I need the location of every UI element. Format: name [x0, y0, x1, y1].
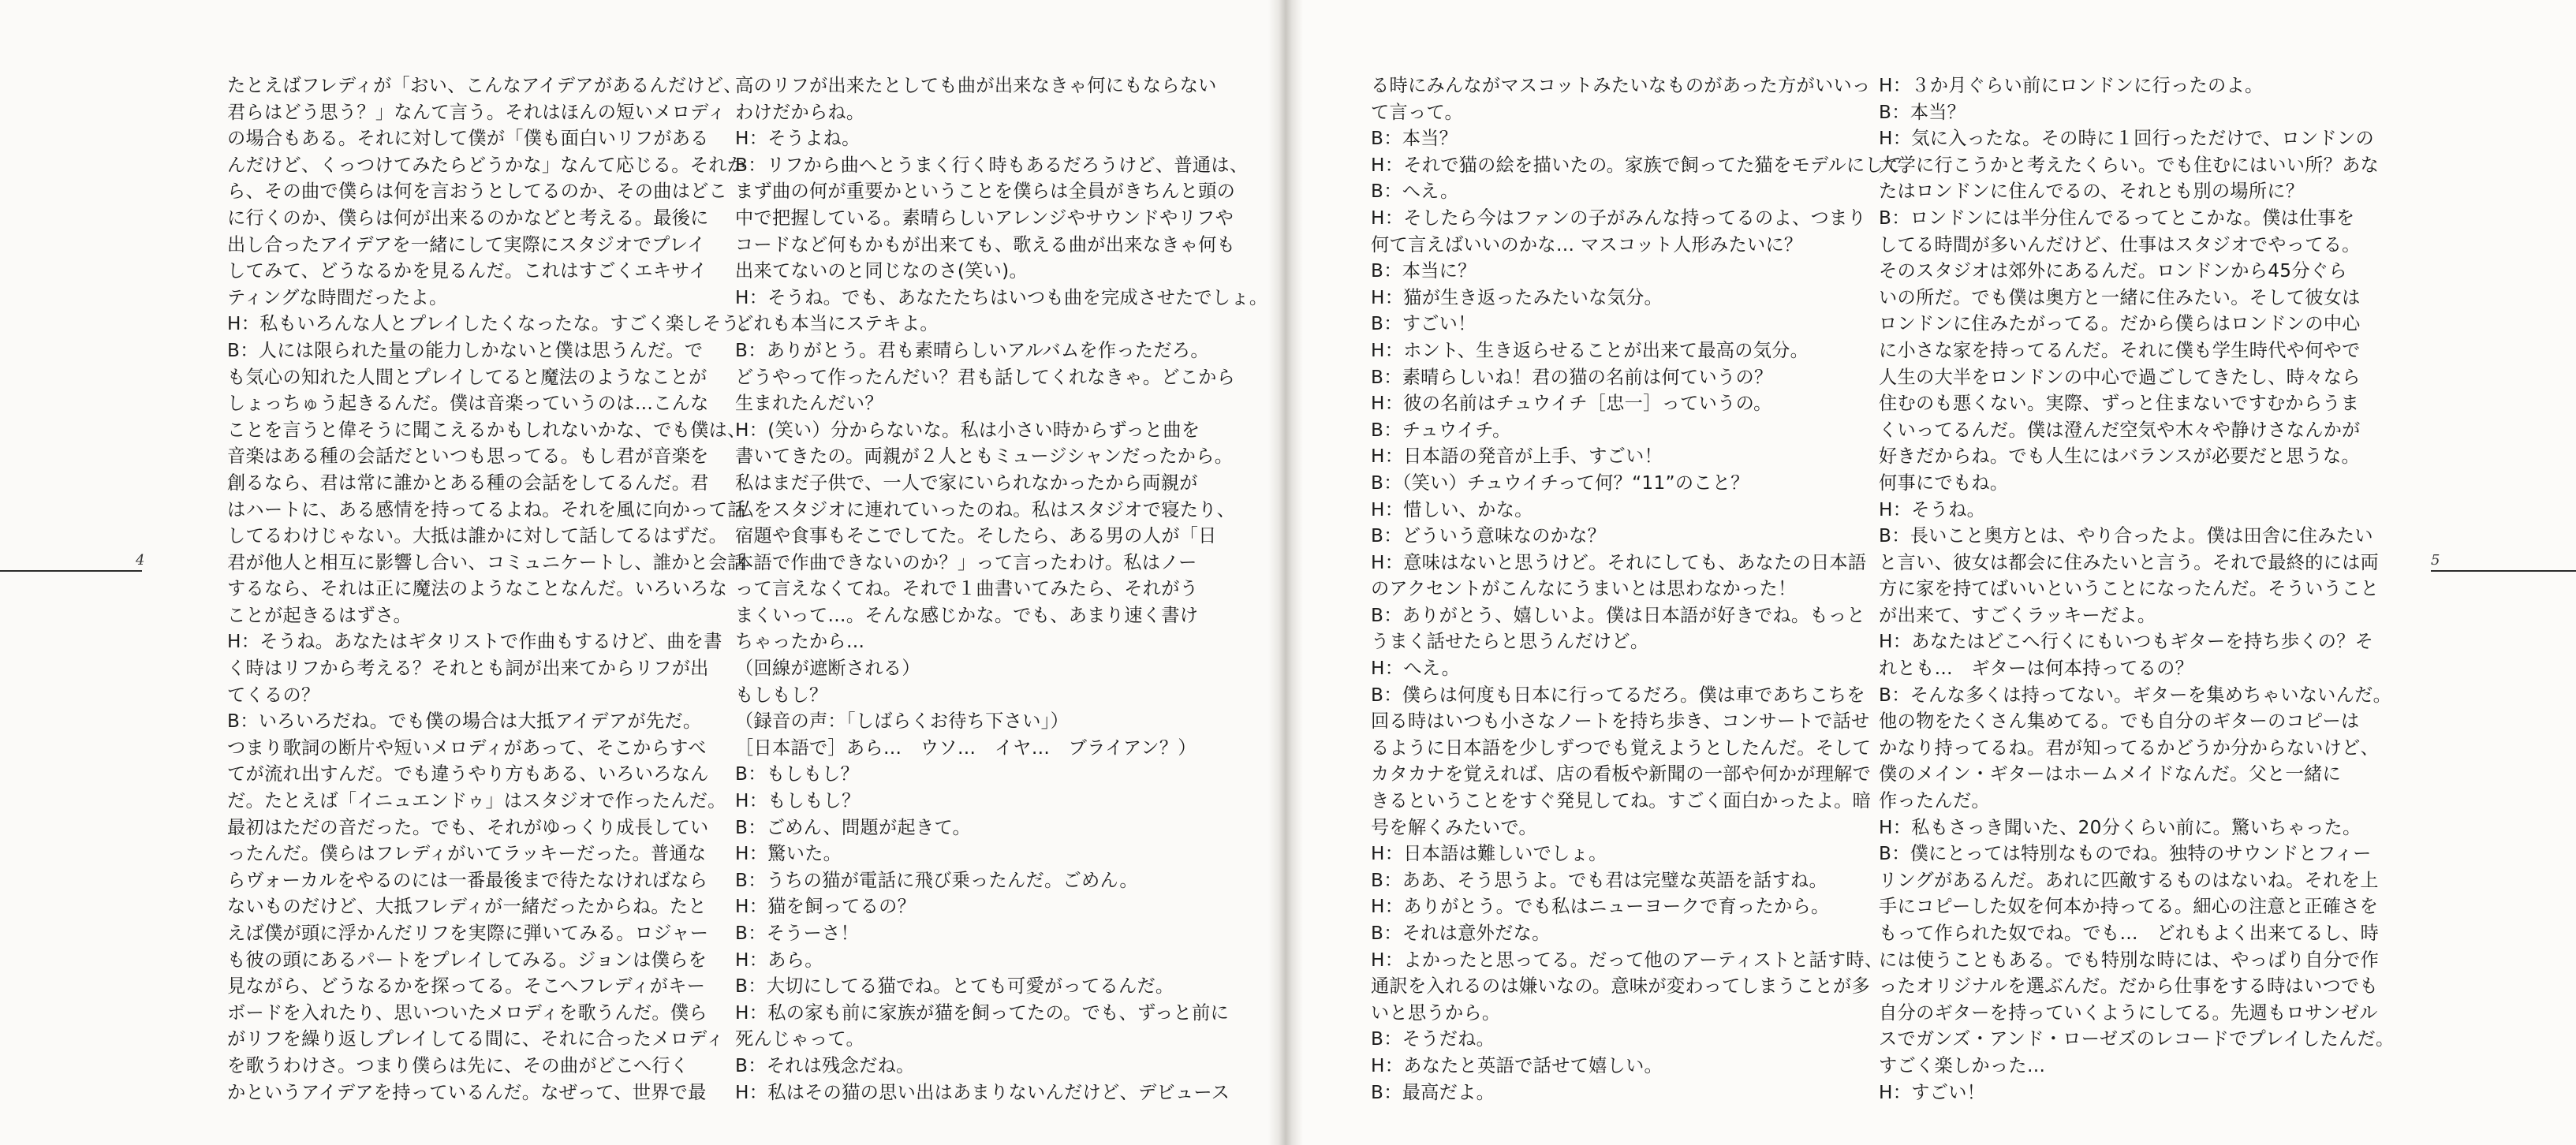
- text-line: H：もしもし？: [735, 790, 861, 812]
- text-line: もって作られた奴でね。でも… どれもよく出来てるし、時: [1879, 923, 2380, 944]
- page-number-right: 5: [2431, 552, 2440, 569]
- text-line: まくいって…。そんな感じかな。でも、あまり速く書け: [735, 604, 1199, 626]
- text-line: B：そうーさ！: [735, 923, 860, 944]
- text-line: B：もしもし？: [735, 763, 860, 785]
- text-line: H：猫が生き返ったみたいな気分。: [1371, 286, 1663, 308]
- text-line: H：(笑い）分からないな。私は小さい時からずっと曲を: [735, 419, 1200, 441]
- text-line: B：ああ、そう思うよ。でも君は完璧な英語を話すね。: [1371, 869, 1827, 891]
- text-line: 作ったんだ。: [1879, 790, 1990, 812]
- text-line: H：あなたはどこへ行くにもいつもギターを持ち歩くの？そ: [1879, 631, 2374, 653]
- text-line: 号を解くみたいで。: [1371, 816, 1537, 838]
- text-line: H：意味はないと思うけど。それにしても、あなたの日本語: [1371, 551, 1867, 573]
- text-line: H：驚いた。: [735, 843, 842, 865]
- text-line: B：それは意外だな。: [1371, 923, 1551, 944]
- text-line: H：猫を飼ってるの？: [735, 896, 917, 918]
- text-line: リングがあるんだ。あれに匹敵するものはないね。それを上: [1879, 869, 2379, 891]
- text-line: 死んじゃって。: [735, 1028, 864, 1050]
- text-line: 高のリフが出来たとしても曲が出来なきゃ何にもならない: [735, 75, 1217, 96]
- text-line: B：そうだね。: [1371, 1028, 1495, 1050]
- text-line: て言って。: [1371, 101, 1463, 123]
- text-line: ったんだ。僕らはフレディがいてラッキーだった。普通な: [227, 843, 707, 865]
- text-line: だ。たとえば「イニュエンドゥ」はスタジオで作ったんだ。: [227, 790, 726, 812]
- text-line: きるということをすぐ発見してね。すごく面白かったよ。暗: [1371, 790, 1872, 812]
- text-line: B：どういう意味なのかな？: [1371, 525, 1607, 547]
- text-line: 何事にでもね。: [1879, 472, 2009, 494]
- text-line: 人生の大半をロンドンの中心で過ごしてきたし、時々なら: [1879, 366, 2361, 388]
- text-line: B：ごめん、問題が起きて。: [735, 816, 971, 838]
- text-line: 君が他人と相互に影響し合い、コミュニケートし、誰かと会話: [227, 551, 746, 573]
- text-line: してる時間が多いんだけど、仕事はスタジオでやってる。: [1879, 233, 2361, 255]
- text-line: H：私はその猫の思い出はあまりないんだけど、デビュース: [735, 1081, 1230, 1103]
- text-line: B：いろいろだね。でも僕の場合は大抵アイデアが先だ。: [227, 710, 702, 733]
- text-line: ことを言うと偉そうに聞こえるかもしれないかな、でも僕は、: [227, 419, 746, 441]
- text-line: H：すごい！: [1879, 1081, 1986, 1103]
- text-line: B：ロンドンには半分住んでるってとこかな。僕は仕事を: [1879, 207, 2355, 229]
- text-line: 私はまだ子供で、一人で家にいられなかったから両親が: [735, 472, 1198, 494]
- text-line: 最初はただの音だった。でも、それがゆっくり成長してい: [227, 816, 709, 838]
- text-line: 創るなら、君は常に誰かとある種の会話をしてるんだ。君: [227, 472, 709, 494]
- text-line: がリフを繰り返しプレイしてる間に、それに合ったメロディ: [227, 1028, 725, 1050]
- text-line: コードなど何もかもが出来ても、歌える曲が出来なきゃ何も: [735, 233, 1236, 255]
- text-line: るように日本語を少しずつでも覚えようとしたんだ。そして: [1371, 737, 1872, 759]
- text-line: ことが起きるはずさ。: [227, 604, 412, 626]
- text-line: H：３か月ぐらい前にロンドンに行ったのよ。: [1879, 75, 2264, 96]
- text-line: しょっちゅう起きるんだ。僕は音楽っていうのは…こんな: [227, 393, 709, 415]
- text-line: H：日本語は難しいでしょ。: [1371, 843, 1607, 865]
- text-line: ティングな時間だったよ。: [227, 286, 448, 308]
- page-number-left: 4: [136, 552, 145, 569]
- text-line: えば僕が頭に浮かんだリフを実際に弾いてみる。ロジャー: [227, 923, 709, 944]
- text-line: てくるの？: [227, 684, 320, 706]
- text-line: 出し合ったアイデアを一緒にして実際にスタジオでプレイ: [227, 233, 706, 255]
- text-line: 手にコピーした奴を何本か持ってる。細心の注意と正確さを: [1879, 896, 2379, 918]
- text-line: B：（笑い）チュウイチって何？“11”のこと？: [1371, 472, 1749, 494]
- text-line: （録音の声：「しばらくお待ち下さい」）: [735, 710, 1070, 733]
- text-line: 僕のメイン・ギターはホームメイドなんだ。父と一緒に: [1879, 763, 2342, 785]
- text-line: H：あなたと英語で話せて嬉しい。: [1371, 1054, 1663, 1076]
- text-line: H：それで猫の絵を描いたの。家族で飼ってた猫をモデルにして。: [1371, 154, 1921, 176]
- text-line: 大学に行こうかと考えたくらい。でも住むにはいい所？あな: [1879, 154, 2380, 176]
- text-line: うまく話せたらと思うんだけど。: [1371, 631, 1649, 653]
- text-line: 自分のギターを持っていくようにしてる。先週もロサンゼル: [1879, 1001, 2378, 1024]
- text-line: B：チュウイチ。: [1371, 419, 1511, 441]
- text-line: 何て言えばいいのかな… マスコット人形みたいに？: [1371, 233, 1803, 255]
- text-line: H：私もいろんな人とプレイしたくなったな。すごく楽しそう。: [227, 313, 759, 335]
- text-line: って言えなくてね。それで１曲書いてみたら、それがう: [735, 578, 1199, 600]
- text-line: 音楽はある種の会話だといつも思ってる。もし君が音楽を: [227, 446, 709, 468]
- text-column-2: [735, 73, 1267, 1106]
- text-line: わけだからね。: [735, 101, 865, 123]
- text-line: H：あら。: [735, 949, 823, 971]
- text-line: いの所だ。でも僕は奥方と一緒に住みたい。そして彼女は: [1879, 286, 2361, 308]
- text-line: ないものだけど、大抵フレディが一緒だったからね。たと: [227, 896, 707, 918]
- text-line: H：そうね。あなたはギタリストで作曲もするけど、曲を書: [227, 631, 722, 653]
- text-line: たはロンドンに住んでるの、それとも別の場所に？: [1879, 181, 2305, 203]
- text-line: 住むのも悪くない。実際、ずっと住まないですむからうま: [1879, 393, 2360, 415]
- text-column-1: [227, 73, 758, 1106]
- text-line: H：ありがとう。でも私はニューヨークで育ったから。: [1371, 896, 1830, 918]
- text-line: たとえばフレディが「おい、こんなアイデアがあるんだけど、: [227, 75, 742, 96]
- text-line: カタカナを覚えれば、店の看板や新聞の一部や何かが理解で: [1371, 763, 1872, 785]
- text-line: B：ありがとう、嬉しいよ。僕は日本語が好きでね。もっと: [1371, 604, 1865, 626]
- text-line: H：そうね。でも、あなたたちはいつも曲を完成させたでしょ。: [735, 286, 1268, 308]
- text-line: 生まれたんだい？: [735, 393, 883, 415]
- text-line: 君らはどう思う？」なんて言う。それはほんの短いメロディ: [227, 101, 726, 123]
- text-line: 回る時はいつも小さなノートを持ち歩き、コンサートで話せ: [1371, 710, 1870, 733]
- text-line: H：よかったと思ってる。だって他のアーティストと話す時、: [1371, 949, 1883, 971]
- text-line: に小さな家を持ってるんだ。それに僕も学生時代や何やで: [1879, 339, 2361, 361]
- text-line: B：リフから曲へとうまく行く時もあるだろうけど、普通は、: [735, 154, 1249, 176]
- text-line: まず曲の何が重要かということを僕らは全員がきちんと頭の: [735, 181, 1236, 203]
- text-line: る時にみんながマスコットみたいなものがあった方がいいっ: [1371, 75, 1871, 96]
- text-line: く時はリフから考える？それとも詞が出来てからリフが出: [227, 658, 709, 680]
- text-line: B：それは残念だね。: [735, 1054, 915, 1076]
- text-line: れとも… ギターは何本持ってるの？: [1879, 658, 2194, 680]
- text-line: B：最高だよ。: [1371, 1081, 1495, 1103]
- text-line: B：すごい！: [1371, 313, 1477, 335]
- text-line: もしもし？: [735, 684, 828, 706]
- text-line: の場合もある。それに対して僕が「僕も面白いリフがある: [227, 128, 709, 150]
- text-line: かなり持ってるね。君が知ってるかどうか分からないけど、: [1879, 737, 2380, 759]
- text-line: H：ホント、生き返らせることが出来て最高の気分。: [1371, 339, 1809, 361]
- text-line: 出来てないのと同じなのさ(笑い)。: [735, 260, 1029, 282]
- text-line: B：僕にとっては特別なものでね。独特のサウンドとフィー: [1879, 843, 2372, 865]
- text-line: B：そんな多くは持ってない。ギターを集めちゃいないんだ。: [1879, 684, 2392, 706]
- text-line: ボードを入れたり、思いついたメロディを歌うんだ。僕ら: [227, 1001, 707, 1024]
- text-line: のアクセントがこんなにうまいとは思わなかった！: [1371, 578, 1797, 600]
- book-gutter: [1268, 0, 1303, 1145]
- right-folio-rule: [2431, 570, 2576, 572]
- text-line: いと思うから。: [1371, 1001, 1501, 1024]
- text-line: はハートに、ある感情を持ってるよね。それを風に向かって話: [227, 498, 746, 520]
- text-line: H：そうよね。: [735, 128, 861, 150]
- left-folio-rule: [0, 570, 142, 572]
- text-line: 方に家を持てばいいということになったんだ。そういうこと: [1879, 578, 2380, 600]
- text-line: を歌うわけさ。つまり僕らは先に、その曲がどこへ行く: [227, 1054, 689, 1076]
- text-line: 通訳を入れるのは嫌いなの。意味が変わってしまうことが多: [1371, 975, 1870, 998]
- text-column-3: [1371, 73, 1920, 1106]
- text-line: 宿題や食事もそこでしてた。そしたら、ある男の人が「日: [735, 525, 1217, 547]
- text-line: H：日本語の発音が上手、すごい！: [1371, 446, 1663, 468]
- text-line: どれも本当にステキよ。: [735, 313, 939, 335]
- text-line: H：そしたら今はファンの子がみんな持ってるのよ、つまり: [1371, 207, 1866, 229]
- text-line: 他の物をたくさん集めてる。でも自分のギターのコピーは: [1879, 710, 2360, 733]
- text-line: に行くのか、僕らは何が出来るのかなどと考える。最後に: [227, 207, 709, 229]
- text-line: 中で把握している。素晴らしいアレンジやサウンドやリフや: [735, 207, 1234, 229]
- text-line: も気心の知れた人間とプレイしてると魔法のようなことが: [227, 366, 707, 388]
- text-line: すごく楽しかった…: [1879, 1054, 2046, 1076]
- text-line: ったオリジナルを選ぶんだ。だから仕事をする時はいつでも: [1879, 975, 2378, 998]
- text-line: B：本当？: [1371, 128, 1458, 150]
- text-line: B：僕らは何度も日本に行ってるだろ。僕は車であちこちを: [1371, 684, 1865, 706]
- text-line: つまり歌詞の断片や短いメロディがあって、そこからすべ: [227, 737, 707, 759]
- text-line: B：大切にしてる猫でね。とても可愛がってるんだ。: [735, 975, 1174, 998]
- text-line: らヴォーカルをやるのには一番最後まで待たなければなら: [227, 869, 708, 891]
- text-line: H：惜しい、かな。: [1371, 498, 1533, 520]
- text-line: が出来て、すごくラッキーだよ。: [1879, 604, 2156, 626]
- text-line: には使うこともある。でも特別な時には、やっぱり自分で作: [1879, 949, 2380, 971]
- text-line: H：気に入ったな。その時に１回行っただけで、ロンドンの: [1879, 128, 2374, 150]
- text-line: 書いてきたの。両親が２人ともミュージシャンだったから。: [735, 446, 1234, 468]
- text-line: H：彼の名前はチュウイチ［忠一］っていうの。: [1371, 393, 1772, 415]
- text-line: 見ながら、どうなるかを探ってる。そこへフレディがキー: [227, 975, 706, 998]
- text-line: H：へえ。: [1371, 658, 1461, 680]
- text-line: （回線が遮断される）: [735, 658, 920, 680]
- text-line: くいってるんだ。僕は澄んだ空気や木々や静けさなんかが: [1879, 419, 2361, 441]
- text-line: してみて、どうなるかを見るんだ。これはすごくエキサイ: [227, 260, 707, 282]
- text-column-4: [1879, 73, 2394, 1106]
- text-line: H：私の家も前に家族が猫を飼ってたの。でも、ずっと前に: [735, 1001, 1230, 1024]
- text-line: ロンドンに住みたがってる。だから僕らはロンドンの中心: [1879, 313, 2361, 335]
- text-line: ちゃったから…: [735, 631, 865, 653]
- left-page: [0, 0, 1268, 1145]
- text-line: H：そうね。: [1879, 498, 1986, 520]
- text-line: ［日本語で］あら… ウソ… イヤ… ブライアン？）: [735, 737, 1197, 759]
- text-line: B：長いこと奥方とは、やり合ったよ。僕は田舎に住みたい: [1879, 525, 2373, 547]
- text-line: するなら、それは正に魔法のようなことなんだ。いろいろな: [227, 578, 728, 600]
- text-line: どうやって作ったんだい？君も話してくれなきゃ。どこから: [735, 366, 1236, 388]
- text-line: てが流れ出すんだ。でも違うやり方もある、いろいろなん: [227, 763, 709, 785]
- text-line: B：うちの猫が電話に飛び乗ったんだ。ごめん。: [735, 869, 1138, 891]
- text-line: H：私もさっき聞いた、20分くらい前に。驚いちゃった。: [1879, 816, 2361, 838]
- text-line: も彼の頭にあるパートをプレイしてみる。ジョンは僕らを: [227, 949, 707, 971]
- text-line: 本語で作曲できないのか？」って言ったわけ。私はノー: [735, 551, 1197, 573]
- text-line: B：素晴らしいね！君の猫の名前は何ていうの？: [1371, 366, 1773, 388]
- text-line: B：へえ。: [1371, 181, 1459, 203]
- text-line: 私をスタジオに連れていったのね。私はスタジオで寝たり、: [735, 498, 1236, 520]
- text-line: B：本当に？: [1371, 260, 1477, 282]
- text-line: 好きだからね。でも人生にはバランスが必要だと思うな。: [1879, 446, 2360, 468]
- text-line: B：ありがとう。君も素晴らしいアルバムを作っただろ。: [735, 339, 1209, 361]
- text-line: ら、その曲で僕らは何を言おうとしてるのか、その曲はどこ: [227, 181, 728, 203]
- text-line: B：人には限られた量の能力しかないと僕は思うんだ。で: [227, 339, 704, 361]
- text-line: んだけど、くっつけてみたらどうかな」なんて応じる。それか: [227, 154, 746, 176]
- text-line: スでガンズ・アンド・ローゼズのレコードでプレイしたんだ。: [1879, 1028, 2395, 1050]
- text-line: と言い、彼女は都会に住みたいと言う。それで最終的には両: [1879, 551, 2380, 573]
- text-line: してるわけじゃない。大抵は誰かに対して話してるはずだ。: [227, 525, 728, 547]
- text-line: かというアイデアを持っているんだ。なぜって、世界で最: [227, 1081, 707, 1103]
- text-line: B：本当？: [1879, 101, 1966, 123]
- text-line: そのスタジオは郊外にあるんだ。ロンドンから45分ぐら: [1879, 260, 2347, 282]
